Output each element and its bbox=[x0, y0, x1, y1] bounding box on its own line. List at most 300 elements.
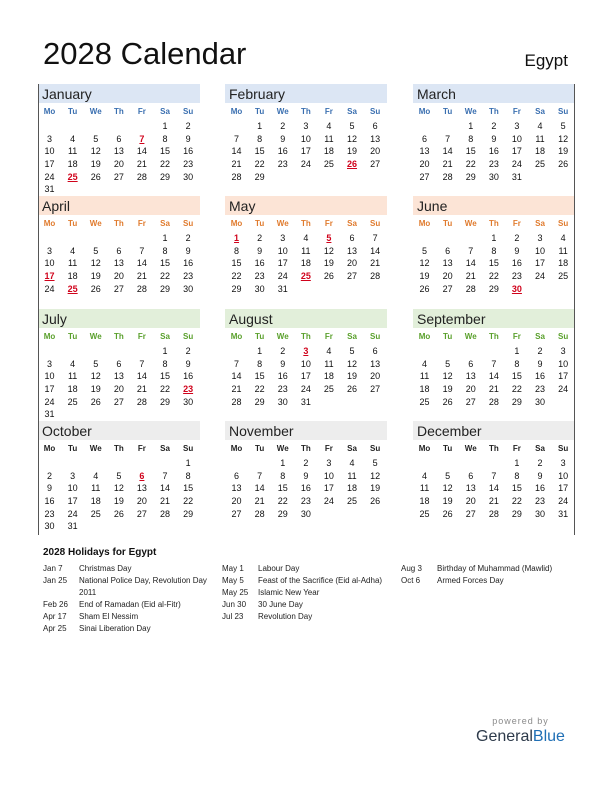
day-cell: 9 bbox=[185, 133, 191, 144]
day-cell: 9 bbox=[280, 358, 286, 369]
holiday-day: 23 bbox=[183, 384, 194, 395]
day-cell: 13 bbox=[231, 483, 242, 494]
weekday-row bbox=[413, 328, 575, 344]
day-cell: 23 bbox=[183, 271, 194, 282]
weekday-label: Mo bbox=[230, 218, 243, 228]
day-cell: 1 bbox=[257, 121, 263, 131]
holiday-date: May 5 bbox=[222, 576, 244, 585]
weekday-row bbox=[413, 103, 575, 119]
weekday-label: Fr bbox=[512, 106, 521, 116]
day-cell: 18 bbox=[419, 496, 430, 507]
day-cell: 16 bbox=[535, 483, 546, 494]
day-cell: 12 bbox=[419, 258, 430, 269]
day-cell: 5 bbox=[445, 358, 451, 369]
empty-cell bbox=[84, 457, 107, 470]
empty-cell bbox=[436, 120, 459, 133]
holiday-name: Sham El Nessim bbox=[79, 612, 139, 621]
day-cell: 11 bbox=[347, 470, 357, 481]
day-cell: 14 bbox=[370, 245, 381, 256]
day-cell: 13 bbox=[419, 146, 430, 157]
weekday-label: Tu bbox=[68, 218, 78, 228]
empty-cell bbox=[413, 232, 436, 245]
day-cell: 10 bbox=[44, 258, 55, 269]
day-cell: 2 bbox=[537, 458, 543, 468]
day-cell: 17 bbox=[535, 258, 546, 269]
day-cell: 25 bbox=[323, 384, 334, 395]
day-cell: 12 bbox=[347, 133, 358, 144]
country-label: Egypt bbox=[524, 51, 568, 70]
day-cell: 30 bbox=[183, 396, 194, 407]
day-cell: 6 bbox=[234, 470, 240, 481]
holiday-name: Armed Forces Day bbox=[437, 576, 504, 585]
empty-cell bbox=[225, 345, 248, 358]
brand-logo bbox=[476, 716, 565, 746]
day-cell: 6 bbox=[116, 358, 122, 369]
holiday-entry bbox=[43, 611, 213, 623]
day-cell: 26 bbox=[370, 496, 381, 507]
month-june bbox=[413, 196, 575, 308]
day-cell: 25 bbox=[419, 396, 430, 407]
holiday-entry bbox=[222, 575, 392, 587]
day-cell: 27 bbox=[113, 396, 124, 407]
day-cell: 11 bbox=[535, 133, 545, 144]
day-cell: 14 bbox=[488, 371, 499, 382]
weekday-label: Mo bbox=[43, 106, 56, 116]
day-cell: 21 bbox=[136, 271, 147, 282]
day-cell: 28 bbox=[136, 171, 147, 182]
day-cell: 19 bbox=[113, 496, 124, 507]
weekday-row bbox=[413, 440, 575, 456]
weekday-label: Mo bbox=[43, 443, 56, 453]
day-cell: 20 bbox=[465, 496, 476, 507]
day-cell: 25 bbox=[90, 508, 101, 519]
empty-cell bbox=[459, 457, 482, 470]
holiday-entry bbox=[401, 575, 571, 587]
weekday-label: Su bbox=[557, 443, 569, 453]
day-cell: 4 bbox=[326, 346, 332, 356]
day-cell: 30 bbox=[277, 396, 288, 407]
holiday-day: 25 bbox=[67, 171, 78, 182]
day-cell: 9 bbox=[303, 470, 309, 481]
day-cell: 7 bbox=[372, 233, 378, 243]
day-cell: 19 bbox=[90, 271, 101, 282]
brand-name-general: General bbox=[476, 728, 533, 745]
weekday-label: Mo bbox=[43, 331, 56, 341]
weekday-label: Th bbox=[300, 443, 311, 453]
day-cell: 28 bbox=[370, 271, 381, 282]
month-name: March bbox=[413, 84, 575, 103]
day-cell: 21 bbox=[254, 496, 265, 507]
weekday-label: We bbox=[464, 443, 477, 453]
day-cell: 9 bbox=[257, 245, 263, 256]
day-cell: 22 bbox=[160, 384, 171, 395]
day-cell: 2 bbox=[47, 470, 53, 481]
empty-cell bbox=[130, 457, 153, 470]
weekday-row bbox=[38, 215, 200, 231]
month-name: August bbox=[225, 309, 387, 328]
day-cell: 12 bbox=[442, 483, 453, 494]
day-cell: 12 bbox=[323, 245, 334, 256]
day-cell: 15 bbox=[254, 146, 265, 157]
day-cell: 22 bbox=[511, 496, 522, 507]
day-cell: 17 bbox=[67, 496, 78, 507]
day-cell: 3 bbox=[326, 458, 332, 468]
day-cell: 19 bbox=[370, 483, 381, 494]
day-cell: 10 bbox=[67, 483, 78, 494]
day-cell: 9 bbox=[185, 245, 191, 256]
day-cell: 2 bbox=[257, 233, 263, 243]
empty-cell bbox=[436, 345, 459, 358]
day-cell: 23 bbox=[511, 271, 522, 282]
day-cell: 17 bbox=[511, 146, 522, 157]
weekday-label: Su bbox=[182, 331, 194, 341]
day-cell: 8 bbox=[162, 245, 168, 256]
holiday-date: Apr 25 bbox=[43, 624, 67, 633]
day-cell: 4 bbox=[93, 470, 99, 481]
day-cell: 9 bbox=[47, 483, 53, 494]
day-cell: 24 bbox=[535, 271, 546, 282]
day-cell: 6 bbox=[349, 233, 355, 243]
empty-cell bbox=[61, 120, 84, 133]
day-cell: 2 bbox=[537, 346, 543, 356]
holiday-entry bbox=[401, 563, 571, 575]
weekday-label: Th bbox=[113, 106, 124, 116]
empty-cell bbox=[107, 232, 130, 245]
day-cell: 18 bbox=[90, 496, 101, 507]
day-cell: 2 bbox=[185, 233, 191, 243]
month-name: September bbox=[413, 309, 575, 328]
empty-cell bbox=[38, 345, 61, 358]
day-cell: 27 bbox=[113, 171, 124, 182]
day-cell: 7 bbox=[139, 358, 145, 369]
day-cell: 6 bbox=[372, 121, 378, 131]
day-cell: 8 bbox=[162, 358, 168, 369]
holiday-entry bbox=[43, 575, 213, 599]
day-cell: 2 bbox=[491, 121, 497, 131]
day-cell: 4 bbox=[326, 121, 332, 131]
day-cell: 3 bbox=[537, 233, 543, 243]
day-cell: 6 bbox=[468, 358, 474, 369]
day-cell: 8 bbox=[514, 470, 520, 481]
day-cell: 30 bbox=[183, 171, 194, 182]
day-cell: 6 bbox=[468, 470, 474, 481]
day-cell: 16 bbox=[511, 258, 522, 269]
day-cell: 4 bbox=[303, 233, 309, 243]
weekday-label: We bbox=[464, 106, 477, 116]
holiday-name: Christmas Day bbox=[79, 564, 132, 573]
day-cell: 24 bbox=[511, 159, 522, 170]
day-grid bbox=[413, 120, 575, 183]
day-cell: 16 bbox=[254, 258, 265, 269]
weekday-label: Su bbox=[369, 218, 381, 228]
weekday-label: Tu bbox=[443, 106, 453, 116]
weekday-label: Sa bbox=[347, 443, 357, 453]
holiday-date: Oct 6 bbox=[401, 576, 421, 585]
day-cell: 15 bbox=[231, 258, 242, 269]
day-cell: 5 bbox=[93, 245, 99, 256]
day-cell: 14 bbox=[231, 371, 242, 382]
day-cell: 16 bbox=[488, 146, 499, 157]
weekday-row bbox=[225, 103, 387, 119]
weekday-label: Su bbox=[369, 331, 381, 341]
holiday-name: Revolution Day bbox=[258, 612, 313, 621]
holiday-name: 30 June Day bbox=[258, 600, 303, 609]
day-cell: 25 bbox=[535, 159, 546, 170]
day-cell: 18 bbox=[558, 258, 569, 269]
empty-cell bbox=[225, 120, 248, 133]
day-cell: 22 bbox=[254, 384, 265, 395]
day-cell: 14 bbox=[160, 483, 171, 494]
day-cell: 14 bbox=[465, 258, 476, 269]
day-cell: 16 bbox=[183, 371, 194, 382]
weekday-label: Sa bbox=[347, 331, 357, 341]
month-name: June bbox=[413, 196, 575, 215]
weekday-label: Mo bbox=[230, 443, 243, 453]
day-cell: 26 bbox=[90, 396, 101, 407]
day-cell: 27 bbox=[419, 171, 430, 182]
day-cell: 19 bbox=[442, 384, 453, 395]
empty-cell bbox=[84, 345, 107, 358]
day-cell: 7 bbox=[491, 358, 497, 369]
day-cell: 7 bbox=[445, 133, 451, 144]
weekday-label: Mo bbox=[230, 331, 243, 341]
day-cell: 1 bbox=[280, 458, 286, 468]
day-cell: 17 bbox=[300, 146, 311, 157]
month-january bbox=[38, 84, 200, 196]
holiday-date: Jun 30 bbox=[222, 600, 247, 609]
day-cell: 5 bbox=[116, 470, 122, 481]
day-grid bbox=[225, 120, 387, 183]
day-cell: 8 bbox=[514, 358, 520, 369]
day-cell: 24 bbox=[558, 384, 569, 395]
day-cell: 13 bbox=[347, 245, 358, 256]
day-cell: 23 bbox=[44, 508, 55, 519]
day-cell: 20 bbox=[113, 159, 124, 170]
day-cell: 5 bbox=[445, 470, 451, 481]
weekday-label: Mo bbox=[230, 106, 243, 116]
day-cell: 21 bbox=[370, 258, 381, 269]
day-cell: 7 bbox=[234, 358, 240, 369]
day-cell: 8 bbox=[468, 133, 474, 144]
day-cell: 20 bbox=[113, 271, 124, 282]
day-cell: 6 bbox=[422, 133, 428, 144]
day-cell: 8 bbox=[185, 470, 191, 481]
day-cell: 21 bbox=[136, 159, 147, 170]
day-cell: 27 bbox=[231, 508, 242, 519]
day-cell: 1 bbox=[468, 121, 474, 131]
holiday-column bbox=[401, 563, 571, 587]
day-cell: 5 bbox=[372, 458, 378, 468]
day-cell: 23 bbox=[535, 384, 546, 395]
weekday-label: Sa bbox=[347, 106, 357, 116]
day-cell: 7 bbox=[491, 470, 497, 481]
day-grid bbox=[38, 120, 200, 196]
day-cell: 19 bbox=[323, 258, 334, 269]
day-cell: 3 bbox=[47, 358, 53, 369]
weekday-label: Th bbox=[113, 443, 124, 453]
weekday-label: We bbox=[464, 331, 477, 341]
holiday-date: Apr 17 bbox=[43, 612, 67, 621]
holiday-date: May 1 bbox=[222, 564, 244, 573]
weekday-label: Fr bbox=[324, 106, 333, 116]
weekday-label: We bbox=[276, 443, 289, 453]
day-cell: 30 bbox=[300, 508, 311, 519]
weekday-row bbox=[38, 440, 200, 456]
day-cell: 26 bbox=[323, 271, 334, 282]
day-cell: 24 bbox=[67, 508, 78, 519]
day-cell: 20 bbox=[231, 496, 242, 507]
day-cell: 20 bbox=[370, 371, 381, 382]
weekday-label: Tu bbox=[443, 218, 453, 228]
holiday-day: 6 bbox=[139, 470, 145, 481]
day-cell: 2 bbox=[514, 233, 520, 243]
empty-cell bbox=[107, 120, 130, 133]
day-cell: 4 bbox=[70, 245, 76, 256]
day-cell: 23 bbox=[535, 496, 546, 507]
day-cell: 18 bbox=[419, 384, 430, 395]
empty-cell bbox=[153, 457, 176, 470]
weekday-label: Th bbox=[300, 106, 311, 116]
day-cell: 24 bbox=[300, 159, 311, 170]
day-cell: 10 bbox=[558, 358, 569, 369]
weekday-label: Tu bbox=[255, 106, 265, 116]
month-may bbox=[225, 196, 387, 308]
holiday-name: Islamic New Year bbox=[258, 588, 320, 597]
day-cell: 7 bbox=[234, 133, 240, 144]
day-cell: 15 bbox=[254, 371, 265, 382]
day-cell: 31 bbox=[67, 521, 78, 532]
month-name: November bbox=[225, 421, 387, 440]
day-cell: 28 bbox=[465, 283, 476, 294]
day-cell: 30 bbox=[183, 283, 194, 294]
day-cell: 6 bbox=[372, 346, 378, 356]
holiday-name: Feast of the Sacrifice (Eid al-Adha) bbox=[258, 576, 383, 585]
day-grid bbox=[38, 457, 200, 533]
day-cell: 22 bbox=[488, 271, 499, 282]
day-cell: 26 bbox=[442, 396, 453, 407]
day-cell: 30 bbox=[535, 396, 546, 407]
day-cell: 1 bbox=[491, 233, 497, 243]
holiday-date: Jan 25 bbox=[43, 576, 68, 585]
day-cell: 11 bbox=[558, 245, 568, 256]
day-cell: 11 bbox=[419, 371, 430, 382]
weekday-label: Tu bbox=[68, 443, 78, 453]
day-cell: 29 bbox=[160, 283, 171, 294]
day-cell: 31 bbox=[277, 283, 288, 294]
weekday-label: Fr bbox=[137, 443, 146, 453]
holiday-day: 3 bbox=[303, 346, 309, 356]
day-cell: 11 bbox=[419, 483, 430, 494]
day-cell: 20 bbox=[113, 384, 124, 395]
weekday-label: We bbox=[464, 218, 477, 228]
holiday-name: Sinai Liberation Day bbox=[79, 624, 151, 633]
day-cell: 24 bbox=[558, 496, 569, 507]
day-cell: 31 bbox=[558, 508, 569, 519]
empty-cell bbox=[61, 232, 84, 245]
day-cell: 12 bbox=[442, 371, 453, 382]
empty-cell bbox=[248, 457, 271, 470]
day-cell: 6 bbox=[116, 133, 122, 144]
day-cell: 20 bbox=[442, 271, 453, 282]
holiday-date: Jan 7 bbox=[43, 564, 63, 573]
day-cell: 22 bbox=[277, 496, 288, 507]
day-cell: 27 bbox=[136, 508, 147, 519]
day-cell: 1 bbox=[162, 346, 168, 356]
day-cell: 28 bbox=[231, 396, 242, 407]
day-cell: 31 bbox=[44, 409, 55, 420]
weekday-label: Fr bbox=[324, 331, 333, 341]
weekday-label: Sa bbox=[535, 218, 545, 228]
day-cell: 24 bbox=[44, 283, 55, 294]
day-cell: 1 bbox=[162, 121, 168, 131]
day-cell: 27 bbox=[113, 283, 124, 294]
holiday-entry bbox=[222, 563, 392, 575]
holiday-day: 30 bbox=[511, 283, 522, 294]
weekday-label: Tu bbox=[443, 331, 453, 341]
day-cell: 15 bbox=[277, 483, 288, 494]
empty-cell bbox=[225, 457, 248, 470]
day-cell: 19 bbox=[442, 496, 453, 507]
empty-cell bbox=[38, 457, 61, 470]
day-cell: 20 bbox=[370, 146, 381, 157]
day-cell: 28 bbox=[231, 171, 242, 182]
empty-cell bbox=[61, 345, 84, 358]
day-cell: 29 bbox=[511, 396, 522, 407]
month-november bbox=[225, 421, 387, 533]
day-cell: 11 bbox=[67, 258, 78, 269]
day-cell: 14 bbox=[254, 483, 265, 494]
day-cell: 25 bbox=[419, 508, 430, 519]
day-cell: 4 bbox=[349, 458, 355, 468]
day-cell: 15 bbox=[488, 258, 499, 269]
day-grid bbox=[225, 232, 387, 295]
day-cell: 26 bbox=[419, 283, 430, 294]
day-cell: 16 bbox=[183, 146, 194, 157]
weekday-label: Su bbox=[369, 106, 381, 116]
holiday-date: Jul 23 bbox=[222, 612, 244, 621]
holiday-day: 1 bbox=[234, 233, 240, 243]
weekday-label: Fr bbox=[137, 106, 146, 116]
weekday-label: Fr bbox=[324, 218, 333, 228]
weekday-label: We bbox=[89, 331, 102, 341]
day-cell: 30 bbox=[254, 283, 265, 294]
day-cell: 13 bbox=[442, 258, 453, 269]
holiday-day: 7 bbox=[139, 133, 145, 144]
day-cell: 9 bbox=[491, 133, 497, 144]
day-cell: 29 bbox=[254, 171, 265, 182]
holiday-name: Birthday of Muhammad (Mawlid) bbox=[437, 564, 553, 573]
weekday-label: Sa bbox=[347, 218, 357, 228]
day-cell: 28 bbox=[442, 171, 453, 182]
day-cell: 4 bbox=[70, 133, 76, 144]
day-cell: 29 bbox=[160, 396, 171, 407]
day-cell: 26 bbox=[558, 159, 569, 170]
day-cell: 3 bbox=[280, 233, 286, 243]
holidays-title: 2028 Holidays for Egypt bbox=[43, 547, 157, 558]
weekday-label: Su bbox=[182, 218, 194, 228]
weekday-label: We bbox=[89, 218, 102, 228]
day-cell: 25 bbox=[347, 496, 358, 507]
grid-left-border bbox=[38, 84, 39, 535]
brand-name bbox=[476, 728, 565, 746]
day-cell: 7 bbox=[139, 245, 145, 256]
day-cell: 29 bbox=[183, 508, 194, 519]
day-cell: 15 bbox=[160, 146, 171, 157]
day-cell: 19 bbox=[90, 159, 101, 170]
day-cell: 27 bbox=[370, 384, 381, 395]
brand-name-blue: Blue bbox=[532, 728, 565, 745]
weekday-label: Su bbox=[369, 443, 381, 453]
